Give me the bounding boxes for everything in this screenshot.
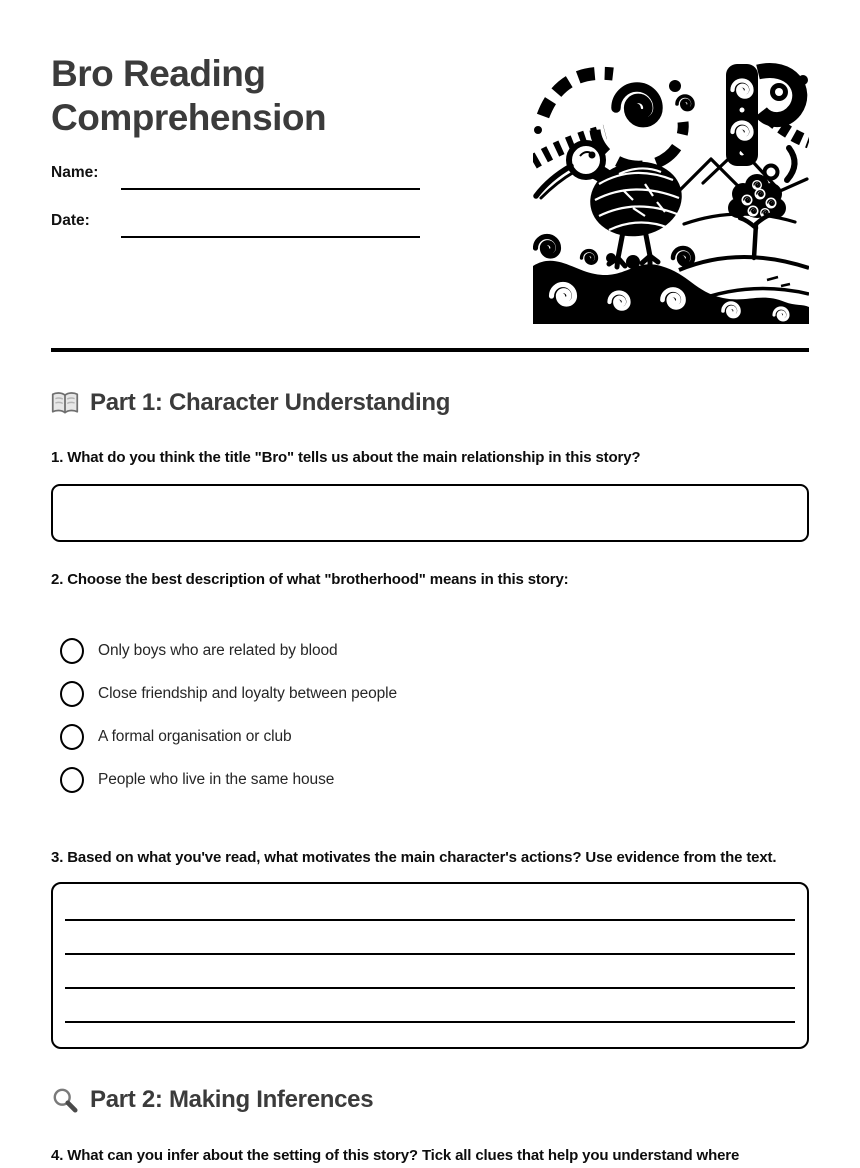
part2-heading-text: Part 2: Making Inferences [90,1086,374,1113]
question-2-options [51,638,809,793]
date-field-row [51,212,471,238]
writing-line[interactable] [65,921,795,955]
part2-heading [51,1086,809,1114]
writing-line[interactable] [65,887,795,921]
question-1: 1. What do you think the title "Bro" tells us about the main relationship in this story? [51,449,641,466]
date-input-line[interactable] [121,214,420,238]
section-divider [51,348,809,352]
question-3-answer-box[interactable] [51,882,809,1049]
page-title: Bro Reading Comprehension [51,53,327,138]
open-book-icon [51,390,79,416]
question-2: 2. Choose the best description of what "brotherhood" means in this story: [51,571,569,588]
question-3: 3. Based on what you've read, what motivates the main character's actions? Use evidence from the text. [51,849,777,866]
name-field-row [51,164,471,190]
radio-button[interactable] [60,767,84,793]
writing-line[interactable] [65,989,795,1023]
option-row [60,767,809,793]
name-input-line[interactable] [121,166,420,190]
magnifying-glass-icon [51,1087,79,1113]
option-label: Close friendship and loyalty between people [98,685,398,702]
part1-heading-text: Part 1: Character Understanding [90,389,451,416]
part1-heading [51,389,809,417]
writing-line[interactable] [65,955,795,989]
question-1-answer-box[interactable] [51,484,809,542]
radio-button[interactable] [60,681,84,707]
option-label: A formal organisation or club [98,728,292,745]
radio-button[interactable] [60,724,84,750]
option-label: People who live in the same house [98,771,335,788]
option-row [60,681,809,707]
maori-kiwi-illustration [533,52,809,324]
header [51,50,809,324]
name-label: Name: [51,164,99,181]
date-label: Date: [51,212,90,229]
question-4: 4. What can you infer about the setting of this story? Tick all clues that help you understand where [51,1147,740,1164]
option-row [60,724,809,750]
header-left [51,50,471,238]
option-row [60,638,809,664]
radio-button[interactable] [60,638,84,664]
option-label: Only boys who are related by blood [98,642,338,659]
